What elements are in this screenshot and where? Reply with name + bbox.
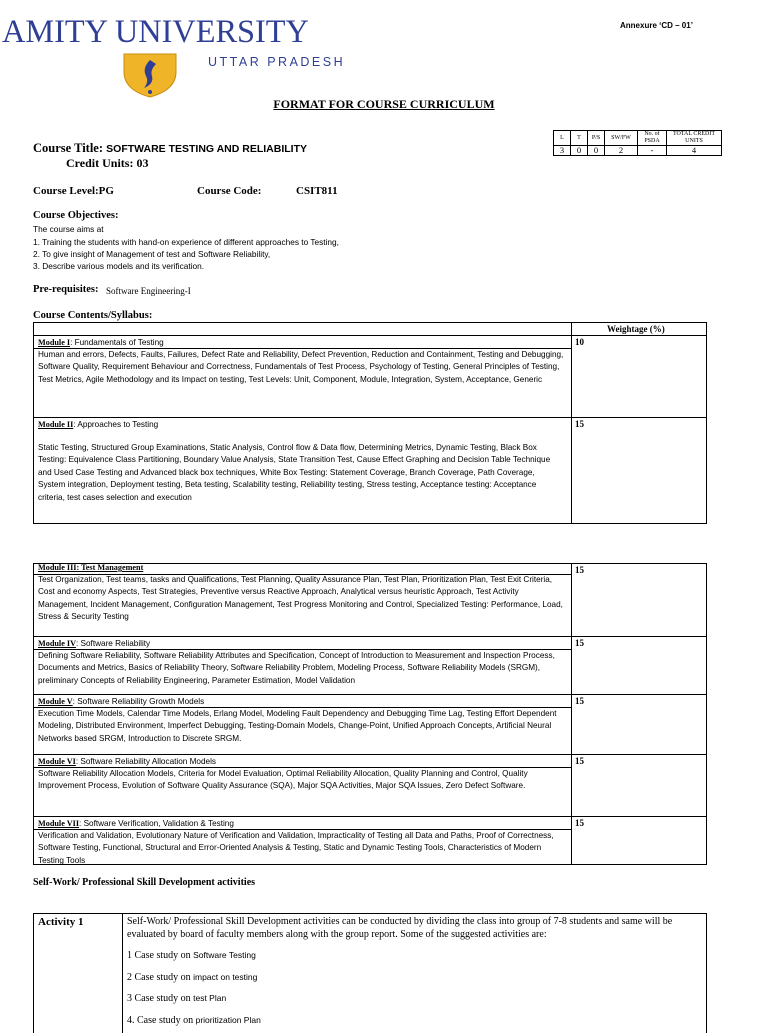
- module-row: [34, 417, 706, 523]
- syllabus-table-2: [33, 563, 707, 865]
- module-heading: Module IV: Software Reliability: [38, 639, 151, 648]
- objectives-heading: Course Objectives:: [33, 210, 119, 221]
- module-weight: 15: [575, 638, 584, 648]
- module-heading: Module II: Approaches to Testing: [38, 420, 159, 429]
- module-weight: 15: [575, 565, 584, 575]
- weightage-header: Weightage (%): [607, 324, 665, 334]
- course-code-value: CSIT811: [296, 185, 338, 197]
- module-body: Test Organization, Test teams, tasks and Qualifications, Test Planning, Quality Assurance Plan, Test Plan, Prioritization Plan, Test Exit Criteria, Cost and economy Aspects, Test Strategies, Preventive versus Reactive Approach, Analytical versus heuristic Approach, Test Activity Management, Incident Management, Configuration Management, Test Progress Monitoring and Control, Specialized Testing: Performance, Load, Stress & Security Testing: [38, 575, 563, 622]
- activity-label: Activity 1: [38, 916, 84, 928]
- credit-value: -: [638, 146, 667, 156]
- module-weight: 10: [575, 337, 584, 347]
- credit-value: 2: [605, 146, 638, 156]
- module-row: [34, 694, 706, 754]
- objective-line: The course aims at: [33, 224, 104, 234]
- objective-line: 1. Training the students with hand-on experience of different approaches to Testing,: [33, 237, 339, 247]
- activity-description: Self-Work/ Professional Skill Development activities can be conducted by dividing the class into group of 7-8 students and same will be evaluated by board of faculty members along with the group report. Some of the suggested activities are:: [127, 916, 673, 940]
- module-weight: 15: [575, 419, 584, 429]
- credit-header: TOTAL CREDIT UNITS: [667, 131, 722, 146]
- module-row: [34, 816, 706, 866]
- credit-value: 3: [554, 146, 571, 156]
- format-title: FORMAT FOR COURSE CURRICULUM: [273, 97, 495, 111]
- module-row: [34, 636, 706, 694]
- module-heading: Module VII: Software Verification, Validation & Testing: [38, 819, 234, 828]
- activity-table: [33, 913, 707, 1033]
- activity-item: 4. Case study on prioritization Plan: [127, 1015, 261, 1026]
- module-weight: 15: [575, 696, 584, 706]
- syllabus-table-1: [33, 322, 707, 524]
- module-heading: Module V: Software Reliability Growth Models: [38, 697, 205, 706]
- objective-line: 2. To give insight of Management of test and Software Reliability,: [33, 249, 271, 259]
- credit-header: P/S: [588, 131, 605, 146]
- objective-line: 3. Describe various models and its verification.: [33, 261, 205, 271]
- module-body: Verification and Validation, Evolutionary Nature of Verification and Validation, Impracticality of Testing all Data and Paths, Proof of Correctness, Software Testing, Functional, Structural and Error-Oriented Analysis & Testing, Static and Dynamic Testing Tools, Characteristics of Modern Testing Tools: [38, 831, 554, 865]
- module-body: Human and errors, Defects, Faults, Failures, Defect Rate and Reliability, Defect Prevention, Reduction and Containment, Testing and Debugging, Software Quality, Requirement Behaviour and Correctness, Fundamentals of Test Process, Psychology of Testing, General Principles of Testing, Test Metrics, Agile Methodology and its Impact on testing, Test Levels: Unit, Component, Module, Integration, System, Acceptance, Generic: [38, 350, 564, 384]
- module-row: [34, 754, 706, 816]
- credit-value: 4: [667, 146, 722, 156]
- prerequisites-value: Software Engineering-I: [106, 286, 191, 296]
- credit-value: 0: [588, 146, 605, 156]
- credit-value: 0: [571, 146, 588, 156]
- activity-item: 3 Case study on test Plan: [127, 993, 227, 1004]
- module-body: Static Testing, Structured Group Examinations, Static Analysis, Control flow & Data flow, Determining Metrics, Dynamic Testing, Black Box Testing: Equivalence Class Partitioning, Boundary Value Analysis, State Transition Test, Cause Effect Graphing and Decision Table Technique and Used Case Testing and Advanced black box techniques, White Box Testing: Statement Coverage, Branch Coverage, Path Coverage, System integration, Deployment testing, Beta testing, Scalability testing, Reliability testing, Stress testing, Acceptance testing: Acceptance criteria, test cases selection and execution: [38, 443, 551, 502]
- module-body: Software Reliability Allocation Models, Criteria for Model Evaluation, Optimal Reliability Allocation, Quality Planning and Control, Quality Improvement Process, Evolution of Software Quality Assurance (SQA), Major SQA Activities, Major SQA Issues, Zero Defect Software.: [38, 769, 528, 791]
- annexure-label: Annexure ‘CD – 01’: [620, 21, 693, 30]
- university-logo: [122, 52, 178, 98]
- activity-item: 2 Case study on impact on testing: [127, 972, 258, 983]
- selfwork-heading: Self-Work/ Professional Skill Development activities: [33, 877, 256, 888]
- credit-header: L: [554, 131, 571, 146]
- module-weight: 15: [575, 818, 584, 828]
- module-heading: Module VI: Software Reliability Allocation Models: [38, 757, 217, 766]
- university-name: AMITY UNIVERSITY: [2, 14, 309, 50]
- prerequisites-label: Pre-requisites:: [33, 284, 99, 295]
- module-heading: Module III: Test Management: [38, 563, 144, 572]
- course-level: Course Level:PG: [33, 185, 114, 197]
- credit-header: No. of PSDA: [638, 131, 667, 146]
- course-code-label: Course Code:: [197, 185, 262, 197]
- credit-header: T: [571, 131, 588, 146]
- module-body: Execution Time Models, Calendar Time Models, Erlang Model, Modeling Fault Dependency and Debugging Time Lag, Testing Effort Dependent Modeling, Distributed Environment, Imperfect Debugging, Testing-Domain Models, Change-Point, Unified Approach Concepts, Artificial Neural Networks based SRGM, Introduction to Discrete SRGM.: [38, 709, 557, 743]
- module-body: Defining Software Reliability, Software Reliability Attributes and Specification, Concept of Introduction to Measurement and Inspection Process, Documents and Metrics, Basics of Reliability Theory, Software Reliability Problem, Modeling Process, Software Reliability Models (SRGM), preliminary Concepts of Reliability Engineering, Parameter Estimation, Model Validation: [38, 651, 555, 685]
- course-title-value: SOFTWARE TESTING AND RELIABILITY: [106, 143, 308, 155]
- module-heading: Module I: Fundamentals of Testing: [38, 338, 164, 347]
- credit-units: Credit Units: 03: [66, 156, 149, 170]
- course-title-label: Course Title:: [33, 141, 104, 155]
- module-row: [34, 335, 706, 419]
- module-row: [34, 564, 706, 636]
- contents-heading: Course Contents/Syllabus:: [33, 310, 153, 321]
- course-title: [33, 141, 307, 156]
- university-subtitle: UTTAR PRADESH: [208, 55, 346, 69]
- module-weight: 15: [575, 756, 584, 766]
- credit-header: SW/FW: [605, 131, 638, 146]
- activity-item: 1 Case study on Software Testing: [127, 950, 256, 961]
- credit-table: [553, 130, 722, 156]
